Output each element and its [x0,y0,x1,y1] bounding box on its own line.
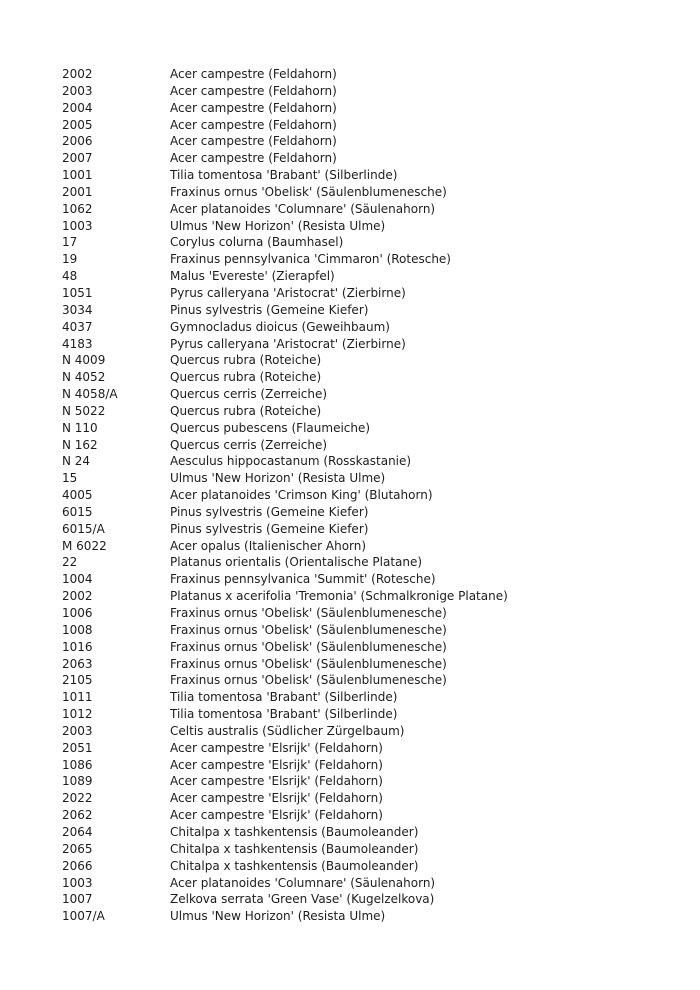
list-row [62,740,690,757]
list-row [62,352,690,369]
tree-species: Fraxinus ornus 'Obelisk' (Säulenblumenesche) [170,622,447,637]
tree-species: Acer platanoides 'Columnare' (Säulenahorn) [170,875,436,890]
tree-species: Pyrus calleryana 'Aristocrat' (Zierbirne) [170,336,406,351]
tree-species: Gymnocladus dioicus (Geweihbaum) [170,319,390,334]
list-row [62,790,690,807]
list-row [62,302,690,319]
tree-species: Fraxinus pennsylvanica 'Cimmaron' (Rotesche) [170,252,451,267]
tree-id: 6015 [62,504,93,519]
list-row [62,336,690,353]
tree-id: 15 [62,471,78,486]
list-row [62,453,690,470]
list-row [62,369,690,386]
list-row [62,538,690,555]
list-row [62,639,690,656]
tree-id: 1062 [62,201,93,216]
list-row [62,420,690,437]
tree-species: Corylus colurna (Baumhasel) [170,235,344,250]
list-row [62,554,690,571]
tree-species: Tilia tomentosa 'Brabant' (Silberlinde) [170,690,398,705]
list-row [62,83,690,100]
list-row [62,672,690,689]
tree-id: 48 [62,269,78,284]
list-row [62,656,690,673]
list-row [62,875,690,892]
tree-species: Pinus sylvestris (Gemeine Kiefer) [170,521,369,536]
tree-species: Tilia tomentosa 'Brabant' (Silberlinde) [170,168,398,183]
tree-id: 1007 [62,892,93,907]
tree-id: 2003 [62,83,93,98]
list-row [62,437,690,454]
tree-id: 2006 [62,134,93,149]
list-row [62,723,690,740]
tree-species: Acer campestre 'Elsrijk' (Feldahorn) [170,774,383,789]
tree-id: 2063 [62,656,93,671]
tree-id: N 24 [62,454,91,469]
tree-id: 2065 [62,841,93,856]
list-row [62,218,690,235]
tree-species: Ulmus 'New Horizon' (Resista Ulme) [170,218,386,233]
tree-species: Pinus sylvestris (Gemeine Kiefer) [170,504,369,519]
tree-species: Acer campestre 'Elsrijk' (Feldahorn) [170,791,383,806]
tree-species: Quercus cerris (Zerreiche) [170,437,328,452]
tree-species: Fraxinus ornus 'Obelisk' (Säulenblumenesche) [170,639,447,654]
tree-id: 2004 [62,100,93,115]
tree-id: 22 [62,555,78,570]
tree-id: 3034 [62,302,93,317]
list-row [62,133,690,150]
tree-id: 2066 [62,858,93,873]
tree-id: 6015/A [62,521,105,536]
tree-species: Acer campestre (Feldahorn) [170,83,337,98]
tree-list [62,66,690,925]
tree-id: 2002 [62,589,93,604]
list-row [62,487,690,504]
tree-species: Aesculus hippocastanum (Rosskastanie) [170,454,412,469]
list-row [62,403,690,420]
tree-species: Ulmus 'New Horizon' (Resista Ulme) [170,909,386,924]
tree-id: 1008 [62,622,93,637]
list-row [62,167,690,184]
list-row [62,319,690,336]
tree-species: Chitalpa x tashkentensis (Baumoleander) [170,858,419,873]
list-row [62,386,690,403]
tree-species: Acer campestre (Feldahorn) [170,100,337,115]
tree-id: 1003 [62,875,93,890]
list-row [62,605,690,622]
list-row [62,908,690,925]
tree-id: 1012 [62,707,93,722]
tree-species: Acer campestre (Feldahorn) [170,151,337,166]
tree-id: 1011 [62,690,93,705]
tree-id: 1086 [62,757,93,772]
tree-species: Malus 'Evereste' (Zierapfel) [170,269,335,284]
tree-id: N 4009 [62,353,106,368]
tree-id: 4183 [62,336,93,351]
tree-species: Acer campestre (Feldahorn) [170,67,337,81]
tree-species: Acer platanoides 'Crimson King' (Blutahorn) [170,488,433,503]
tree-species: Acer campestre 'Elsrijk' (Feldahorn) [170,757,383,772]
tree-species: Chitalpa x tashkentensis (Baumoleander) [170,841,419,856]
list-row [62,521,690,538]
list-row [62,757,690,774]
list-row [62,100,690,117]
tree-species: Quercus cerris (Zerreiche) [170,387,328,402]
list-row [62,268,690,285]
tree-species: Acer campestre (Feldahorn) [170,134,337,149]
tree-id: 2105 [62,673,93,688]
list-row [62,807,690,824]
tree-id: 1006 [62,606,93,620]
tree-id: 2001 [62,184,93,199]
tree-species: Platanus orientalis (Orientalische Platane) [170,555,423,570]
list-row [62,201,690,218]
list-row [62,504,690,521]
list-row [62,622,690,639]
tree-id: 1007/A [62,909,105,924]
tree-id: 4005 [62,488,93,503]
tree-id: N 162 [62,437,98,452]
tree-species: Tilia tomentosa 'Brabant' (Silberlinde) [170,707,398,722]
tree-id: 1089 [62,774,93,789]
tree-id: 2064 [62,824,93,839]
list-row [62,841,690,858]
tree-species: Zelkova serrata 'Green Vase' (Kugelzelkova) [170,892,435,907]
tree-species: Fraxinus ornus 'Obelisk' (Säulenblumenesche) [170,184,447,199]
tree-species: Quercus rubra (Roteiche) [170,370,322,385]
list-row [62,891,690,908]
tree-id: N 110 [62,420,98,435]
tree-id: 2003 [62,723,93,738]
tree-id: 2022 [62,791,93,806]
tree-species: Quercus pubescens (Flaumeiche) [170,420,371,435]
tree-id: 2002 [62,67,93,81]
tree-id: 1001 [62,168,93,183]
tree-species: Chitalpa x tashkentensis (Baumoleander) [170,824,419,839]
list-row [62,824,690,841]
tree-id: 2007 [62,151,93,166]
tree-species: Fraxinus pennsylvanica 'Summit' (Rotesche) [170,572,436,587]
tree-species: Fraxinus ornus 'Obelisk' (Säulenblumenesche) [170,656,447,671]
tree-species: Acer platanoides 'Columnare' (Säulenahorn) [170,201,436,216]
tree-id: 2062 [62,808,93,823]
list-row [62,689,690,706]
tree-id: 17 [62,235,78,250]
list-row [62,588,690,605]
tree-species: Ulmus 'New Horizon' (Resista Ulme) [170,471,386,486]
tree-id: N 4052 [62,370,106,385]
tree-species: Fraxinus ornus 'Obelisk' (Säulenblumenesche) [170,606,447,620]
list-row [62,66,690,83]
list-row [62,285,690,302]
list-row [62,184,690,201]
list-row [62,706,690,723]
list-row [62,470,690,487]
list-row [62,234,690,251]
tree-id: 1004 [62,572,93,587]
tree-species: Acer campestre 'Elsrijk' (Feldahorn) [170,808,383,823]
tree-id: N 4058/A [62,387,118,402]
tree-species: Pyrus calleryana 'Aristocrat' (Zierbirne) [170,285,406,300]
list-row [62,773,690,790]
list-row [62,571,690,588]
tree-species: Celtis australis (Südlicher Zürgelbaum) [170,723,405,738]
list-row [62,251,690,268]
tree-species: Pinus sylvestris (Gemeine Kiefer) [170,302,369,317]
tree-id: 1051 [62,285,93,300]
tree-id: 1003 [62,218,93,233]
tree-id: 4037 [62,319,93,334]
tree-species: Fraxinus ornus 'Obelisk' (Säulenblumenesche) [170,673,447,688]
tree-id: 19 [62,252,78,267]
tree-species: Acer campestre (Feldahorn) [170,117,337,132]
tree-id: 1016 [62,639,93,654]
tree-id: M 6022 [62,538,107,553]
tree-id: N 5022 [62,403,106,418]
tree-id: 2051 [62,740,93,755]
list-row [62,150,690,167]
list-row [62,858,690,875]
tree-species: Acer campestre 'Elsrijk' (Feldahorn) [170,740,383,755]
list-row [62,117,690,134]
tree-id: 2005 [62,117,93,132]
tree-species: Quercus rubra (Roteiche) [170,403,322,418]
tree-species: Platanus x acerifolia 'Tremonia' (Schmalkronige Platane) [170,589,508,604]
tree-species: Acer opalus (Italienischer Ahorn) [170,538,367,553]
tree-species: Quercus rubra (Roteiche) [170,353,322,368]
